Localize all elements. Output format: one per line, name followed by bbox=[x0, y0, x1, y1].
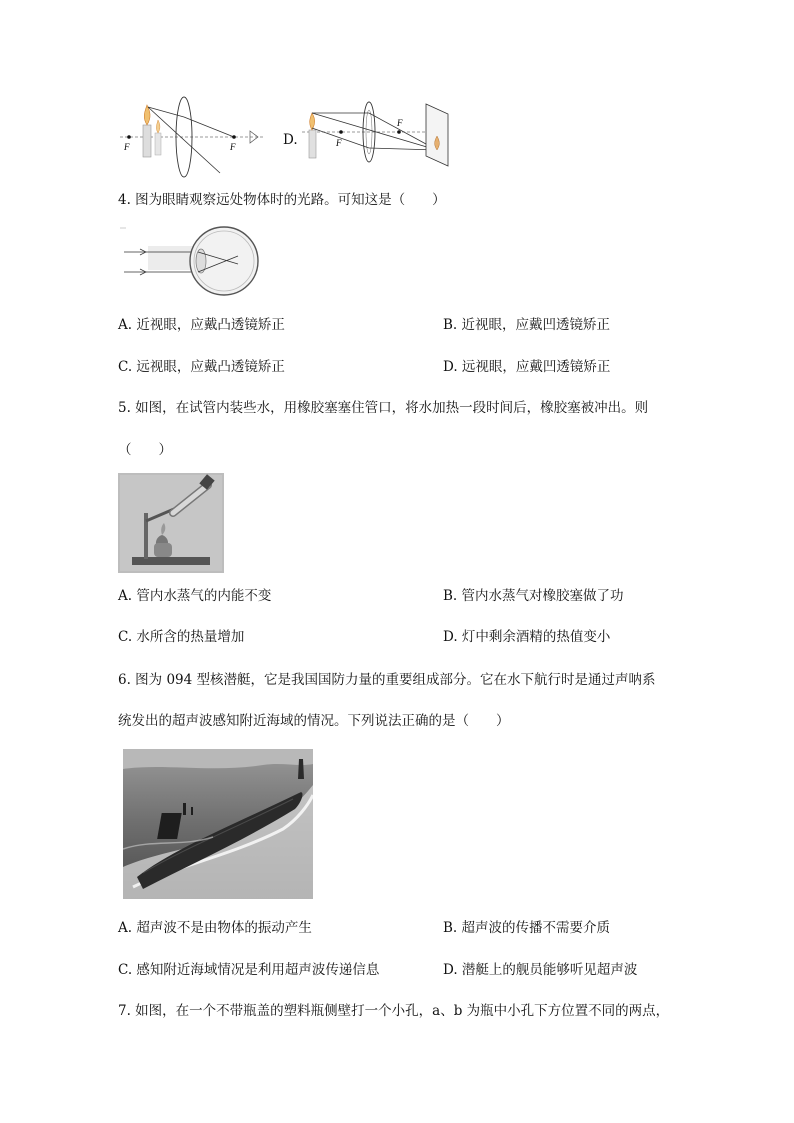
question-6-option-a[interactable]: A. 超声波不是由物体的振动产生 bbox=[118, 920, 312, 936]
eye-diagram bbox=[118, 224, 266, 296]
question-5-option-b[interactable]: B. 管内水蒸气对橡胶塞做了功 bbox=[443, 588, 624, 604]
question-4-option-c[interactable]: C. 远视眼，应戴凸透镜矫正 bbox=[118, 359, 285, 375]
focus-label-left-d: F bbox=[336, 138, 342, 148]
question-6-option-d[interactable]: D. 潜艇上的舰员能够听见超声波 bbox=[443, 962, 638, 978]
question-4-option-d[interactable]: D. 远视眼，应戴凹透镜矫正 bbox=[443, 359, 611, 375]
option-d-label: D. bbox=[283, 132, 298, 148]
question-5-text-line-1: 5. 如图，在试管内装些水，用橡胶塞塞住管口，将水加热一段时间后，橡胶塞被冲出。则 bbox=[118, 400, 649, 416]
question-4-option-a[interactable]: A. 近视眼，应戴凸透镜矫正 bbox=[118, 317, 285, 333]
focus-label-right-d: F bbox=[397, 118, 403, 128]
submarine-photo bbox=[123, 749, 313, 899]
question-5-option-c[interactable]: C. 水所含的热量增加 bbox=[118, 629, 245, 645]
question-4-option-b[interactable]: B. 近视眼，应戴凹透镜矫正 bbox=[443, 317, 611, 333]
question-6-text-line-1: 6. 图为 094 型核潜艇，它是我国国防力量的重要组成部分。它在水下航行时是通过声呐系 bbox=[118, 672, 656, 688]
focus-label-right: F bbox=[230, 142, 236, 152]
question-6-option-b[interactable]: B. 超声波的传播不需要介质 bbox=[443, 920, 611, 936]
question-7-text-line-1: 7. 如图，在一个不带瓶盖的塑料瓶侧壁打一个小孔，a、b 为瓶中小孔下方位置不同的两点， bbox=[118, 1003, 670, 1019]
question-5-option-a[interactable]: A. 管内水蒸气的内能不变 bbox=[118, 588, 272, 604]
lens-figure-c bbox=[118, 95, 268, 180]
question-6-option-c[interactable]: C. 感知附近海域情况是利用超声波传递信息 bbox=[118, 962, 380, 978]
question-4-text: 4. 图为眼睛观察远处物体时的光路。可知这是（ ） bbox=[118, 192, 446, 208]
test-tube-photo bbox=[118, 473, 224, 573]
question-6-text-line-2: 统发出的超声波感知附近海域的情况。下列说法正确的是（ ） bbox=[118, 713, 510, 729]
lens-figure-d bbox=[302, 100, 457, 170]
question-5-option-d[interactable]: D. 灯中剩余酒精的热值变小 bbox=[443, 629, 611, 645]
focus-label-left: F bbox=[124, 142, 130, 152]
question-5-text-line-2: （ ） bbox=[118, 442, 172, 458]
